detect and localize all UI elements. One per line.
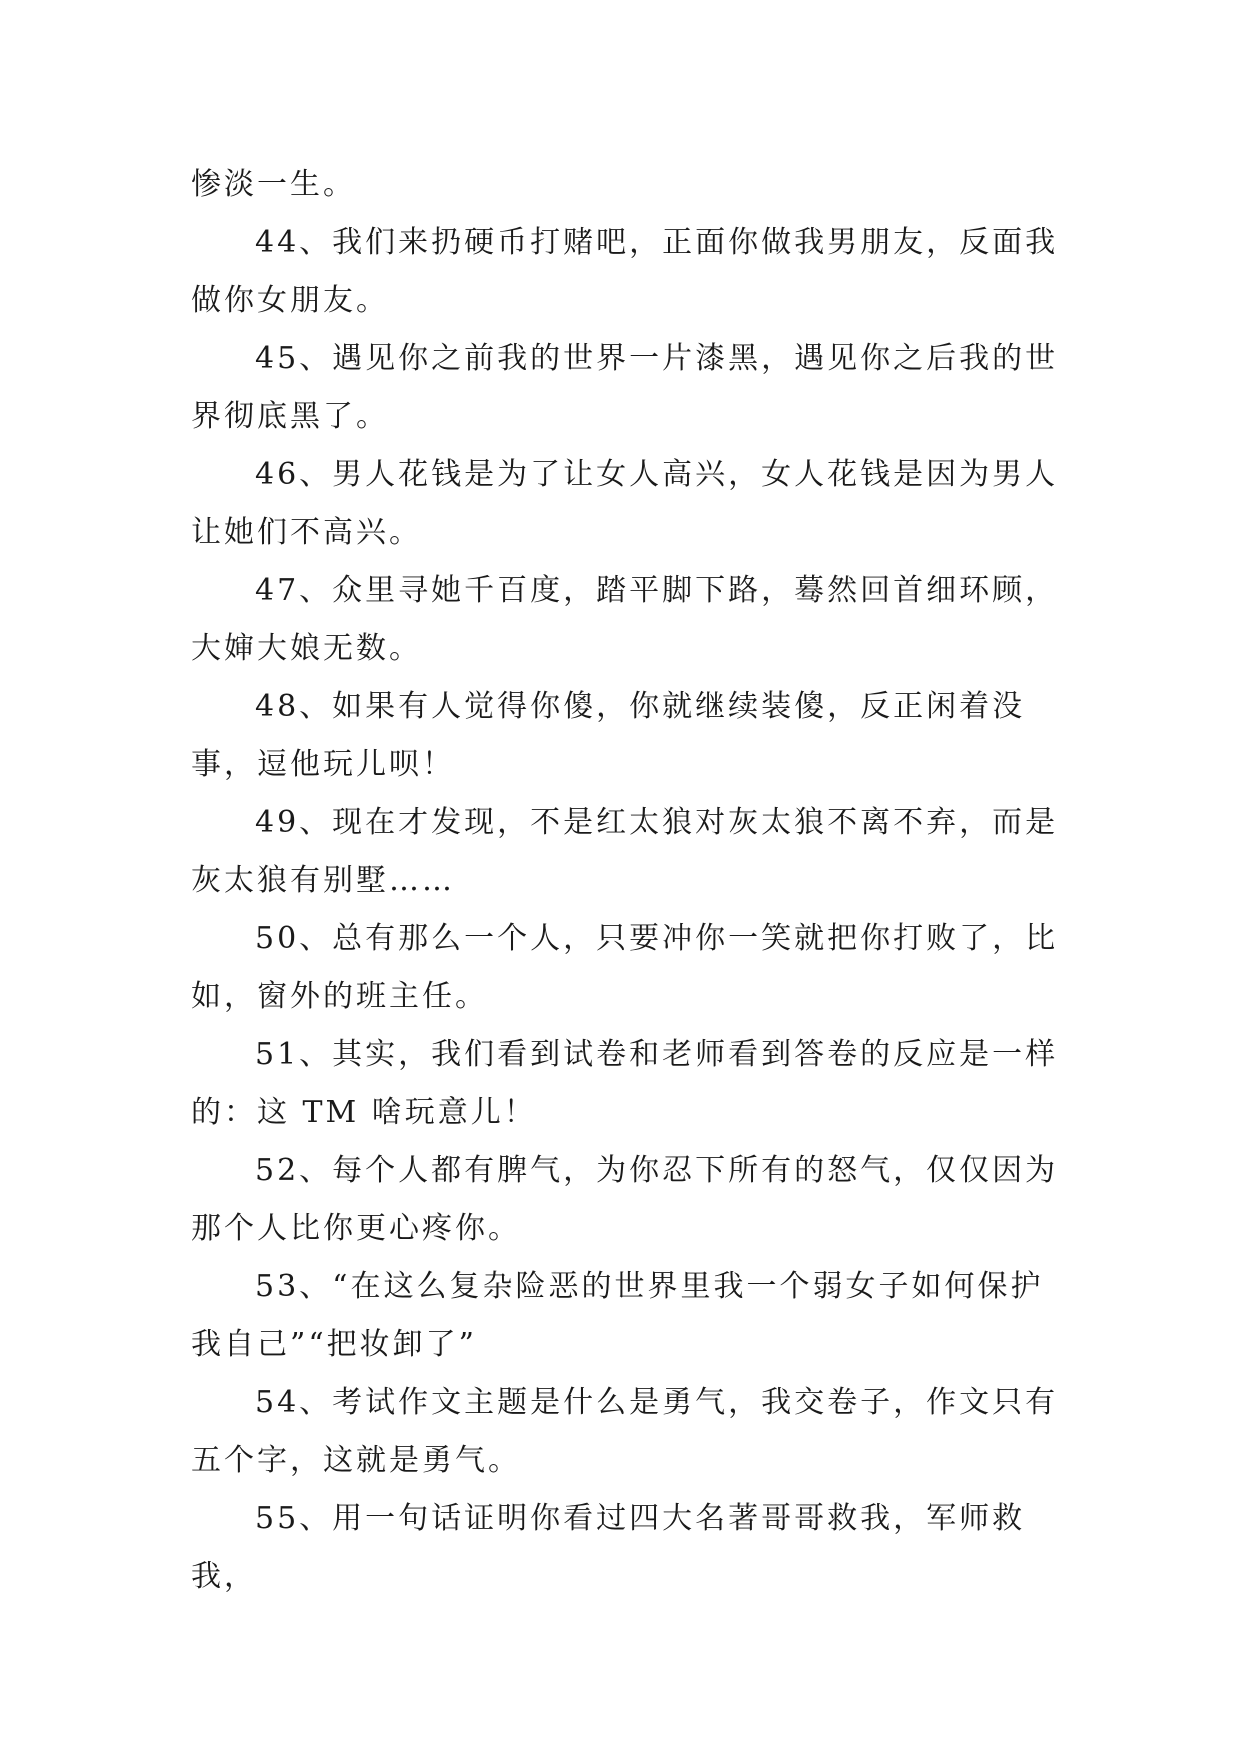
- paragraph-46: 46、男人花钱是为了让女人高兴，女人花钱是因为男人让她们不高兴。: [191, 457, 1059, 550]
- paragraph-49: 49、现在才发现，不是红太狼对灰太狼不离不弃，而是灰太狼有别墅……: [191, 805, 1059, 898]
- paragraph-54: 54、考试作文主题是什么是勇气，我交卷子，作文只有五个字，这就是勇气。: [191, 1385, 1059, 1478]
- paragraph-44: 44、我们来扔硬币打赌吧，正面你做我男朋友，反面我做你女朋友。: [191, 225, 1059, 318]
- paragraph-48: 48、如果有人觉得你傻，你就继续装傻，反正闲着没事，逗他玩儿呗！: [191, 689, 1026, 782]
- paragraph-continuation: 惨淡一生。: [191, 167, 356, 202]
- paragraph-53: 53、“在这么复杂险恶的世界里我一个弱女子如何保护我自己”“把妆卸了”: [191, 1269, 1044, 1362]
- document-body: [191, 156, 1061, 1606]
- paragraph-55: 55、用一句话证明你看过四大名著哥哥救我，军师救我，: [191, 1501, 1026, 1594]
- paragraph-45: 45、遇见你之前我的世界一片漆黑，遇见你之后我的世界彻底黑了。: [191, 341, 1059, 434]
- paragraph-52: 52、每个人都有脾气，为你忍下所有的怒气，仅仅因为那个人比你更心疼你。: [191, 1153, 1059, 1246]
- paragraph-47: 47、众里寻她千百度，踏平脚下路，蓦然回首细环顾，大婶大娘无数。: [191, 573, 1059, 666]
- paragraph-50: 50、总有那么一个人，只要冲你一笑就把你打败了，比如，窗外的班主任。: [191, 921, 1059, 1014]
- paragraph-51: 51、其实，我们看到试卷和老师看到答卷的反应是一样的：这 TM 啥玩意儿！: [191, 1037, 1059, 1130]
